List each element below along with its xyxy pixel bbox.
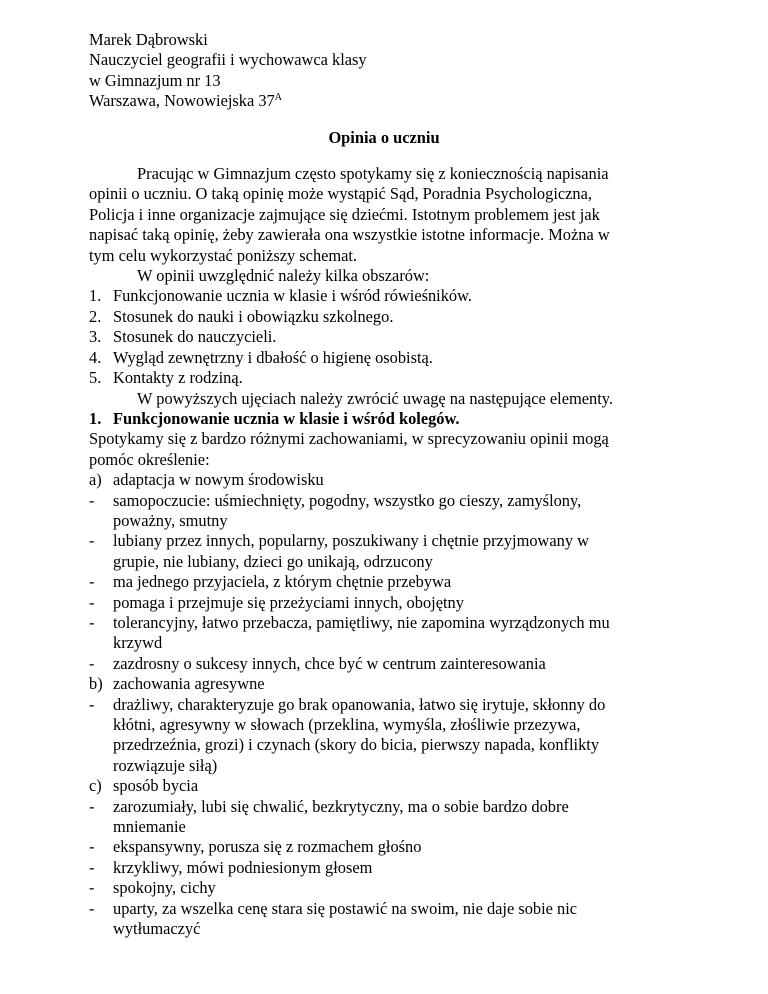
list-text: Stosunek do nauczycieli. — [113, 327, 277, 347]
subsection-b — [89, 674, 679, 694]
subsection-label: a) — [89, 470, 102, 490]
intro-line: opinii o uczniu. O taką opinię może wystąpić Sąd, Poradnia Psychologiczna, — [89, 184, 592, 204]
author-name: Marek Dąbrowski — [89, 30, 208, 49]
bullet-item — [89, 878, 679, 898]
bullet-text: zarozumiały, lubi się chwalić, bezkrytyczny, ma o sobie bardzo dobre — [113, 796, 569, 816]
subsection-title: adaptacja w nowym środowisku — [113, 470, 324, 490]
bullet-text: zazdrosny o sukcesy innych, chce być w centrum zainteresowania — [113, 653, 546, 673]
header-block — [89, 30, 679, 112]
document-title: Opinia o uczniu — [328, 127, 440, 147]
intro-line: tym celu wykorzystać poniższy schemat. — [89, 245, 358, 265]
subsection-label: b) — [89, 674, 103, 694]
dash-marker: - — [89, 612, 95, 632]
intro-line: Policja i inne organizacje zajmujące się dziećmi. Istotnym problemem jest jak — [89, 204, 600, 224]
bullet-continuation: kłótni, agresywny w słowach (przeklina, wymyśla, złośliwie przezywa, — [113, 715, 581, 734]
subsection-a — [89, 470, 679, 490]
list-number: 4. — [89, 347, 102, 367]
bullet-item — [89, 695, 679, 715]
section-title: Funkcjonowanie ucznia w klasie i wśród kolegów. — [113, 408, 460, 428]
dash-marker: - — [89, 898, 95, 918]
bullet-item — [89, 797, 679, 817]
list-item — [89, 348, 679, 368]
bullet-continuation: rozwiązuje siłą) — [113, 755, 218, 775]
intro-paragraph — [89, 164, 679, 266]
bullet-continuation: mniemanie — [113, 817, 186, 837]
bullet-text: ekspansywny, porusza się z rozmachem głośno — [113, 837, 422, 857]
list-text: Stosunek do nauki i obowiązku szkolnego. — [113, 306, 394, 326]
bullet-item — [89, 572, 679, 592]
bullet-text: drażliwy, charakteryzuje go brak opanowania, łatwo się irytuje, skłonny do — [113, 694, 606, 714]
address-superscript: A — [274, 92, 282, 104]
bullet-text: tolerancyjny, łatwo przebacza, pamiętliwy, nie zapomina wyrządzonych mu — [113, 612, 610, 632]
dash-marker: - — [89, 572, 95, 592]
bullet-item — [89, 531, 679, 551]
bullet-continuation: grupie, nie lubiany, dzieci go unikają, odrzucony — [113, 551, 433, 571]
list-number: 1. — [89, 286, 102, 306]
subsection-title: zachowania agresywne — [113, 674, 265, 694]
author-school: w Gimnazjum nr 13 — [89, 70, 221, 90]
list-item — [89, 286, 679, 306]
bullet-continuation: krzywd — [113, 633, 163, 653]
intro-line: Pracując w Gimnazjum często spotykamy się z koniecznością napisania — [137, 164, 609, 184]
list-number: 2. — [89, 306, 102, 326]
bullet-continuation: przedrzeźnia, grozi) i czynach (skory do bicia, pierwszy napada, konflikty — [113, 735, 600, 755]
bullet-text: spokojny, cichy — [113, 878, 216, 898]
address-text: Warszawa, Nowowiejska 37 — [89, 91, 275, 111]
bullet-item — [89, 613, 679, 633]
author-address — [89, 91, 679, 111]
bullet-text: samopoczucie: uśmiechnięty, pogodny, wszystko go cieszy, zamyślony, — [113, 490, 582, 510]
intro-line: napisać taką opinię, żeby zawierała ona wszystkie istotne informacje. Można w — [89, 225, 610, 245]
list-number: 5. — [89, 368, 102, 388]
list-item — [89, 307, 679, 327]
elements-intro: W powyższych ujęciach należy zwrócić uwagę na następujące elementy. — [137, 388, 614, 408]
areas-list — [89, 286, 679, 388]
list-text: Kontakty z rodziną. — [113, 368, 243, 388]
bullet-continuation: poważny, smutny — [113, 510, 228, 530]
dash-marker: - — [89, 796, 95, 816]
bullet-text: pomaga i przejmuje się przeżyciami innych, obojętny — [113, 592, 464, 612]
bullet-text: uparty, za wszelka cenę stara się postawić na swoim, nie daje sobie nic — [113, 898, 578, 918]
section-intro-line: pomóc określenie: — [89, 449, 210, 469]
bullet-text: krzykliwy, mówi podniesionym głosem — [113, 857, 373, 877]
bullet-continuation: wytłumaczyć — [113, 919, 201, 939]
dash-marker: - — [89, 592, 95, 612]
subsection-label: c) — [89, 776, 102, 796]
list-text: Funkcjonowanie ucznia w klasie i wśród rówieśników. — [113, 286, 473, 306]
bullet-item — [89, 899, 679, 919]
section-heading — [89, 409, 679, 429]
dash-marker: - — [89, 694, 95, 714]
author-position: Nauczyciel geografii i wychowawca klasy — [89, 50, 367, 70]
document-page — [89, 30, 679, 939]
list-item — [89, 368, 679, 388]
dash-marker: - — [89, 531, 95, 551]
dash-marker: - — [89, 490, 95, 510]
areas-intro: W opinii uwzględnić należy kilka obszarów: — [137, 266, 430, 286]
section-intro-line: Spotykamy się z bardzo różnymi zachowaniami, w sprecyzowaniu opinii mogą — [89, 429, 609, 449]
dash-marker: - — [89, 837, 95, 857]
list-item — [89, 327, 679, 347]
section-number: 1. — [89, 408, 102, 428]
bullet-item — [89, 654, 679, 674]
list-number: 3. — [89, 327, 102, 347]
bullet-text: lubiany przez innych, popularny, poszukiwany i chętnie przyjmowany w — [113, 531, 589, 551]
dash-marker: - — [89, 653, 95, 673]
subsection-title: sposób bycia — [113, 776, 199, 796]
dash-marker: - — [89, 878, 95, 898]
bullet-item — [89, 858, 679, 878]
bullet-text: ma jednego przyjaciela, z którym chętnie przebywa — [113, 572, 452, 592]
list-text: Wygląd zewnętrzny i dbałość o higienę osobistą. — [113, 347, 433, 367]
dash-marker: - — [89, 857, 95, 877]
bullet-item — [89, 837, 679, 857]
subsection-c — [89, 776, 679, 796]
bullet-item — [89, 593, 679, 613]
bullet-item — [89, 491, 679, 511]
